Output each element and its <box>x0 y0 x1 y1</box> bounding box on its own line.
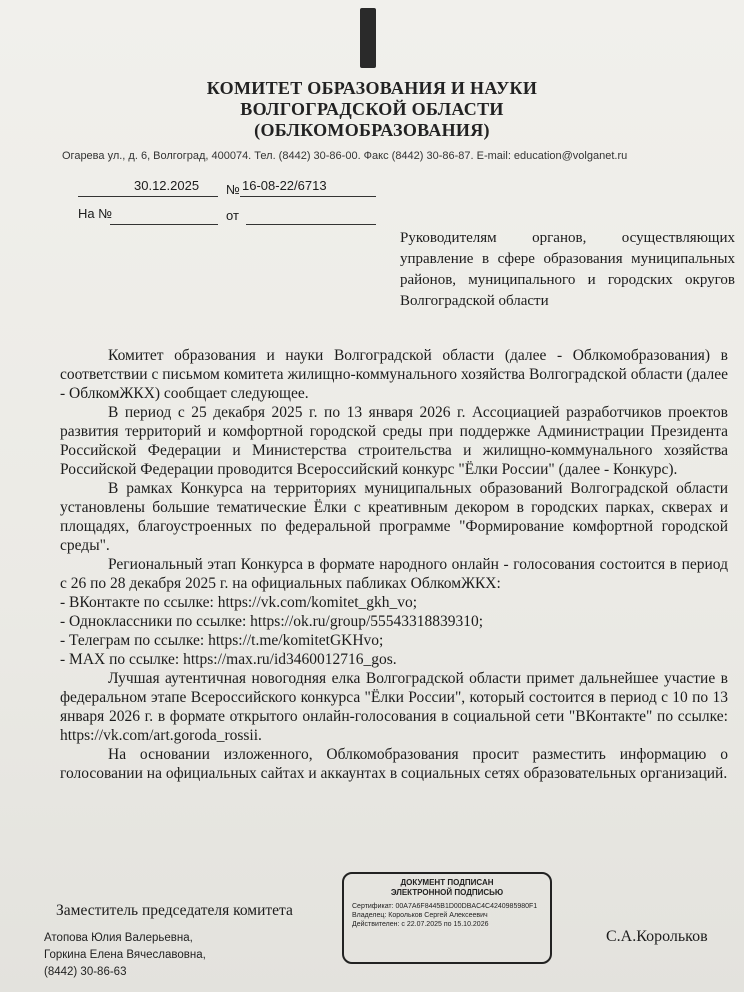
number-underline <box>240 196 376 197</box>
org-name-line3: (ОБЛКОМОБРАЗОВАНИЯ) <box>254 120 490 140</box>
executor-info <box>44 930 206 981</box>
coat-of-arms-emblem <box>360 8 376 68</box>
ref-number-label: На № <box>78 206 113 221</box>
link-item-telegram: - Телеграм по ссылке: https://t.me/komitetGKHvo; <box>60 632 384 649</box>
reg-number: 16-08-22/6713 <box>242 178 327 193</box>
paragraph-4: Региональный этап Конкурса в формате народного онлайн - голосования состоится в период с 26 по 28 декабря 2025 г. на официальных пабликах ОблкомЖКХ: <box>60 556 728 592</box>
org-address: Огарева ул., д. 6, Волгоград, 400074. Тел. (8442) 30-86-00. Факс (8442) 30-86-87. E-mail: education@volganet.ru <box>62 150 628 162</box>
org-name-line2: ВОЛГОГРАДСКОЙ ОБЛАСТИ <box>240 99 504 119</box>
stamp-validity: Действителен: с 22.07.2025 по 15.10.2026 <box>352 921 489 928</box>
paragraph-2: В период с 25 декабря 2025 г. по 13 января 2026 г. Ассоциацией разработчиков проектов развития территорий и комфортной городской среды при поддержке Администрации Президента Российской Федерации и Министерства строительства и жилищно-коммунального хозяйства Российской Федерации проводится Всероссийский конкурс "Ёлки России" (далее - Конкурс). <box>60 404 728 478</box>
reg-date: 30.12.2025 <box>134 178 200 193</box>
addressee: Руководителям органов, осуществляющих управление в сфере образования муниципальных районов, муниципального и городских округов Волгоградской области <box>400 230 735 309</box>
e-signature-stamp <box>342 872 552 964</box>
paragraph-3: В рамках Конкурса на территориях муниципальных образований Волгоградской области установлены большие тематические Ёлки с креативным декором в городских парках, скверах и площадях, благоустроенных по федеральной программе "Формирование комфортной городской среды". <box>60 480 728 554</box>
link-item-ok: - Одноклассники по ссылке: https://ok.ru/group/55543318839310; <box>60 613 484 630</box>
stamp-certificate: Сертификат: 00A7A6F8445B1D00DBAC4C4240985980F1 <box>352 903 538 910</box>
stamp-owner: Владелец: Корольков Сергей Алексеевич <box>352 912 488 919</box>
link-item-vk: - ВКонтакте по ссылке: https://vk.com/komitet_gkh_vo; <box>60 594 418 611</box>
executor-phone: (8442) 30-86-63 <box>44 966 127 978</box>
stamp-title-1: ДОКУМЕНТ ПОДПИСАН <box>400 878 494 887</box>
link-item-max: - МАХ по ссылке: https://max.ru/id3460012716_gos. <box>60 651 397 668</box>
reg-number-label: № <box>226 182 240 197</box>
ref-number-underline <box>110 224 218 225</box>
ref-date-label: от <box>226 208 239 223</box>
org-name-line1: КОМИТЕТ ОБРАЗОВАНИЯ И НАУКИ <box>206 78 538 98</box>
date-underline <box>78 196 218 197</box>
signer-name: С.А.Корольков <box>606 928 708 945</box>
executor-line-2: Горкина Елена Вячеславовна, <box>44 949 206 961</box>
executor-line-1: Атопова Юлия Валерьевна, <box>44 932 193 944</box>
stamp-title-2: ЭЛЕКТРОННОЙ ПОДПИСЬЮ <box>390 888 504 897</box>
ref-date-underline <box>246 224 376 225</box>
paragraph-1: Комитет образования и науки Волгоградской области (далее - Облкомобразования) в соответствии с письмом комитета жилищно-коммунального хозяйства Волгоградской области (далее - ОблкомЖКХ) сообщает следующее. <box>60 347 728 402</box>
paragraph-6: На основании изложенного, Облкомобразования просит разместить информацию о голосовании на официальных сайтах и аккаунтах в социальных сетях образовательных организаций. <box>60 746 728 782</box>
letter-body <box>60 346 728 783</box>
signer-position: Заместитель председателя комитета <box>56 902 293 919</box>
paragraph-5: Лучшая аутентичная новогодняя елка Волгоградской области примет дальнейшее участие в федеральном этапе Всероссийского конкурса "Ёлки России", который состоится в период с 10 по 13 января 2026 г. в формате открытого онлайн-голосования в социальной сети "ВКонтакте" по ссылке: https://vk.com/art.goroda_rossii. <box>60 670 728 744</box>
